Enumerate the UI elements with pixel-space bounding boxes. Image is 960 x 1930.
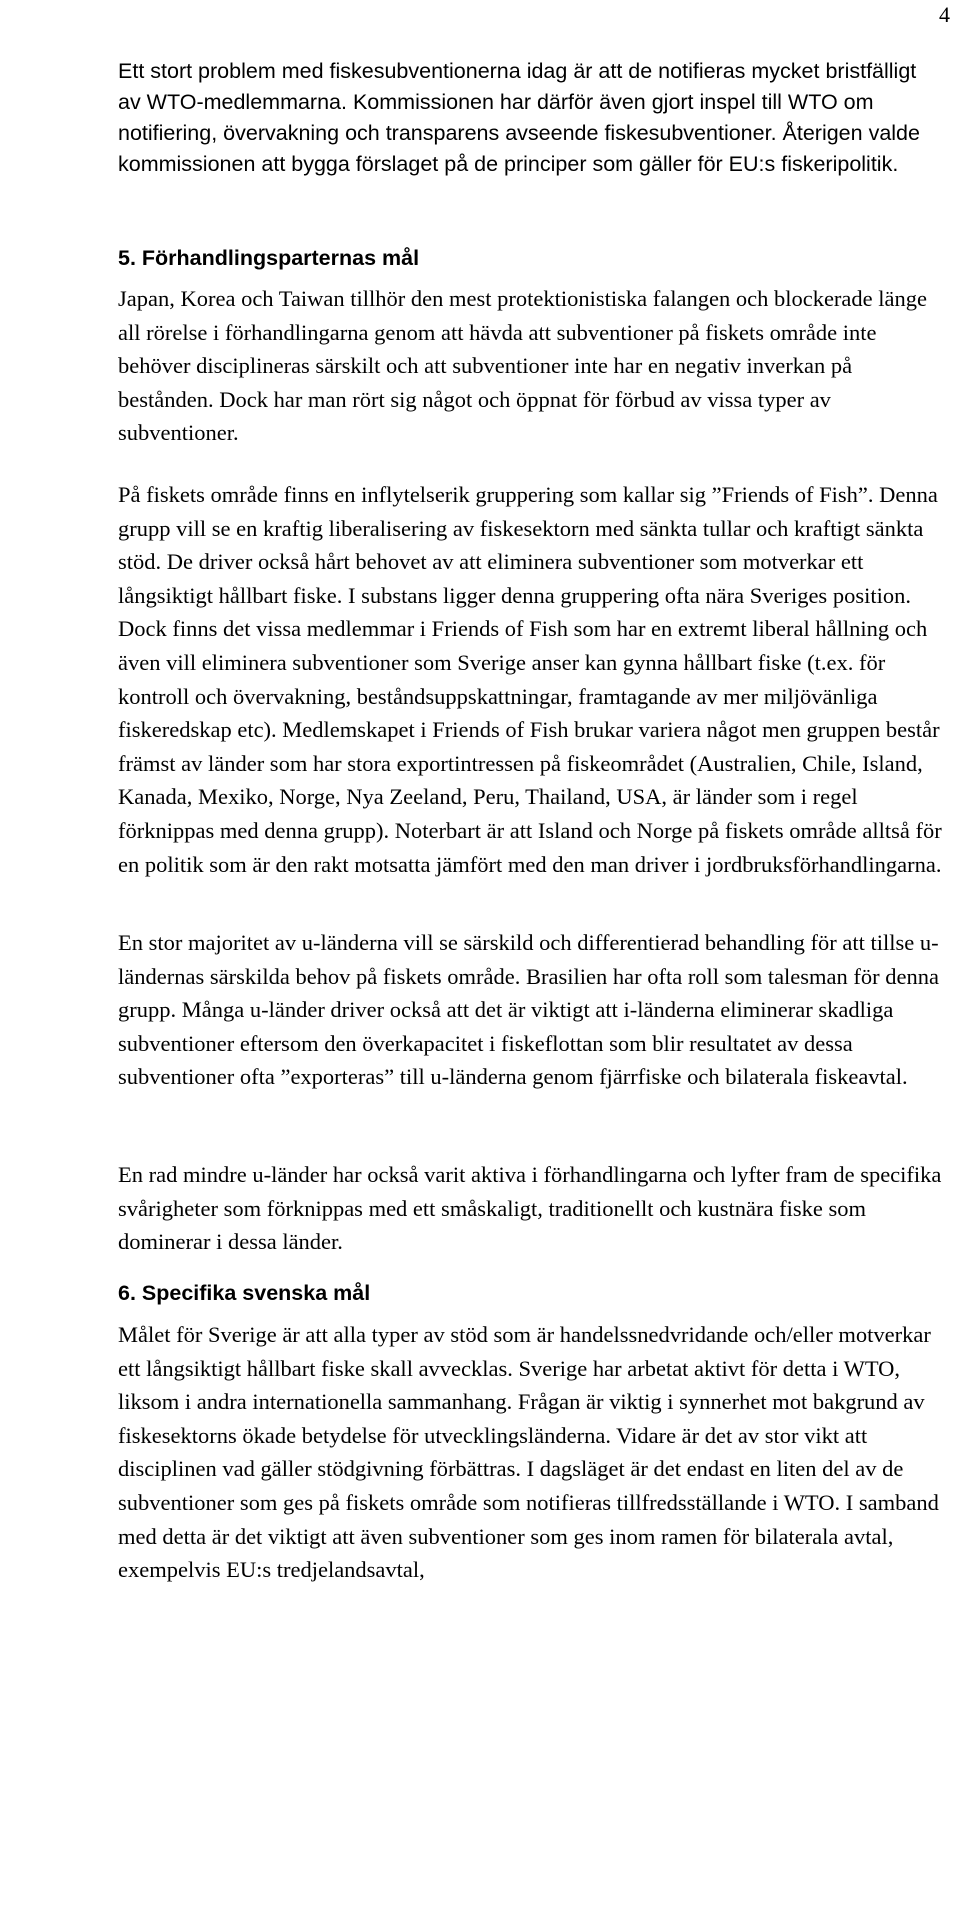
page-number: 4 (939, 2, 950, 27)
section-5-paragraph-1: Japan, Korea och Taiwan tillhör den mest protektionistiska falangen och blockerade länge all rörelse i förhandlingarna genom att hävda att subventioner på fiskets område inte behöver disciplineras särskilt och att subventioner inte har en negativ inverkan på bestånden. Dock har man rört sig något och öppnat för förbud av vissa typer av subventioner. (118, 286, 927, 446)
section-5-paragraph-3: En stor majoritet av u-länderna vill se särskild och differentierad behandling för att tillse u-ländernas särskilda behov på fiskets område. Brasilien har ofta roll som talesman för denna grupp. Många u-länder driver också att det är viktigt att i-länderna eliminerar skadliga subventioner eftersom den överkapacitet i fiskeflottan som blir resultatet av dessa subventioner ofta ”exporteras” till u-länderna genom fjärrfiske och bilaterala fiskeavtal. (118, 930, 939, 1090)
section-5-paragraph-2: På fiskets område finns en inflytelserik gruppering som kallar sig ”Friends of Fish”. Denna grupp vill se en kraftig liberalisering av fiskesektorn med sänkta tullar och kraftigt sänkta stöd. De driver också hårt behovet av att eliminera subventioner som motverkar ett långsiktigt hållbart fiske. I substans ligger denna gruppering ofta nära Sveriges position. Dock finns det vissa medlemmar i Friends of Fish som har en extremt liberal hållning och även vill eliminera subventioner som Sverige anser kan gynna hållbart fiske (t.ex. för kontroll och övervakning, beståndsuppskattningar, framtagande av mer miljövänliga fiskeredskap etc). Medlemskapet i Friends of Fish brukar variera något men gruppen består främst av länder som har stora exportintressen på fiskeområdet (Australien, Chile, Island, Kanada, Mexiko, Norge, Nya Zeeland, Peru, Thailand, USA, är länder som i regel förknippas med denna grupp). Noterbart är att Island och Norge på fiskets område alltså för en politik som är den rakt motsatta jämfört med den man driver i jordbruksförhandlingarna. (118, 482, 942, 877)
intro-paragraph: Ett stort problem med fiskesubventionerna idag är att de notifieras mycket bristfälligt av WTO-medlemmarna. Kommissionen har därför även gjort inspel till WTO om notifiering, övervakning och transparens avseende fiskesubventioner. Återigen valde kommissionen att bygga förslaget på de principer som gäller för EU:s fiskeripolitik. (118, 59, 920, 176)
section-5-heading: 5. Förhandlingsparternas mål (118, 246, 420, 270)
section-6-heading: 6. Specifika svenska mål (118, 1281, 371, 1305)
section-5-paragraph-4: En rad mindre u-länder har också varit aktiva i förhandlingarna och lyfter fram de specifika svårigheter som förknippas med ett småskaligt, traditionellt och kustnära fiske som dominerar i dessa länder. (118, 1162, 942, 1255)
section-6-paragraph: Målet för Sverige är att alla typer av stöd som är handelssnedvridande och/eller motverkar ett långsiktigt hållbart fiske skall avvecklas. Sverige har arbetat aktivt för detta i WTO, liksom i andra internationella sammanhang. Frågan är viktig i synnerhet mot bakgrund av fiskesektorns ökade betydelse för utvecklingsländerna. Vidare är det av stor vikt att disciplinen vad gäller stödgivning förbättras. I dagsläget är det endast en liten del av de subventioner som ges på fiskets område som notifieras tillfredsställande i WTO. I samband med detta är det viktigt att även subventioner som ges inom ramen för bilaterala avtal, exempelvis EU:s tredjelandsavtal, (118, 1322, 939, 1583)
